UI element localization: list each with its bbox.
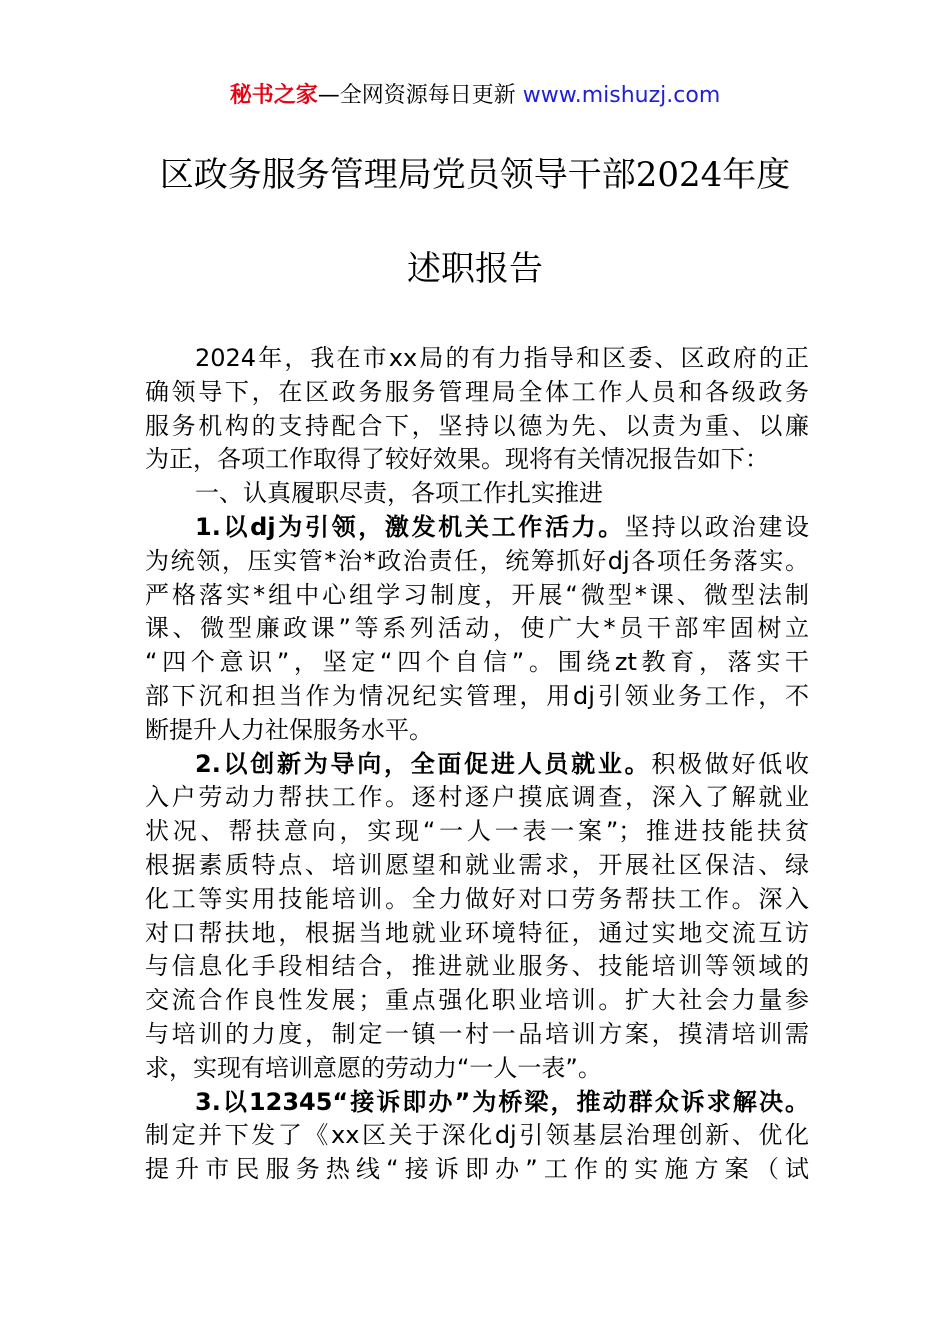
body-text: 与培训的力度，制定一镇一村一品培训方案，摸清培训需 [145,1019,809,1048]
body-line-24 [145,1119,809,1153]
item-heading-3: 3.以12345“接诉即办”为桥梁，推动群众诉求解决。 [195,1087,809,1116]
body-line-11 [145,680,809,714]
document-title-line-2: 述职报告 [407,249,543,289]
body-line-20 [145,984,809,1018]
body-text: 断提升人力社保服务水平。 [145,715,433,744]
site-banner [0,80,950,112]
banner-url-link[interactable]: www.mishuzj.com [522,83,721,108]
body-line-16 [145,849,809,883]
body-line-19 [145,950,809,984]
body-line-15 [145,815,809,849]
body-text: 坚持以政治建设 [624,512,809,541]
body-text: 提升市民服务热线“接诉即办”工作的实施方案（试 [145,1155,809,1184]
body-text: 2024年，我在市xx局的有力指导和区委、区政府的正 [195,344,809,372]
document-title-line-1: 区政务服务管理局党员领导干部2024年度 [159,155,791,195]
body-line-1 [145,342,809,376]
body-line-25 [145,1153,809,1187]
item-heading-2: 2.以创新为导向，全面促进人员就业。 [195,749,652,778]
body-line-7 [145,545,809,579]
body-line-9 [145,612,809,646]
document-body [145,342,809,1187]
body-text: 为正，各项工作取得了较好效果。现将有关情况报告如下： [145,445,769,474]
section-heading-text: 一、认真履职尽责，各项工作扎实推进 [195,479,603,508]
body-text: 积极做好低收 [651,749,809,778]
body-text: 求，实现有培训意愿的劳动力“一人一表”。 [145,1053,602,1082]
body-text: 服务机构的支持配合下，坚持以德为先、以责为重、以廉 [145,411,809,440]
body-text: 状况、帮扶意向，实现“一人一表一案”；推进技能扶贫 [145,817,809,846]
body-text: “四个意识”，坚定“四个自信”。围绕zt教育，落实干 [145,648,809,677]
body-line-13 [145,748,809,782]
section-heading-1 [145,477,809,511]
body-line-23 [145,1086,809,1120]
body-text: 化工等实用技能培训。全力做好对口劳务帮扶工作。深入 [145,884,809,913]
body-line-22 [145,1052,809,1086]
body-text: 制定并下发了《xx区关于深化dj引领基层治理创新、优化 [145,1121,809,1150]
item-heading-1: 1.以dj为引领，激发机关工作活力。 [195,512,625,541]
body-line-12 [145,714,809,748]
banner-brand: 秘书之家 [229,83,318,108]
body-line-18 [145,917,809,951]
body-line-6 [145,511,809,545]
body-text: 入户劳动力帮扶工作。逐村逐户摸底调查，深入了解就业 [145,783,809,812]
body-line-17 [145,883,809,917]
body-text: 对口帮扶地，根据当地就业环境特征，通过实地交流互访 [145,918,809,947]
body-line-10 [145,646,809,680]
body-text: 交流合作良性发展；重点强化职业培训。扩大社会力量参 [145,986,809,1015]
body-line-14 [145,781,809,815]
body-text: 与信息化手段相结合，推进就业服务、技能培训等领域的 [145,952,809,981]
body-text: 确领导下，在区政务服务管理局全体工作人员和各级政务 [145,377,809,406]
body-text: 课、微型廉政课”等系列活动，使广大*员干部牢固树立 [145,614,809,643]
body-line-21 [145,1018,809,1052]
body-line-4 [145,443,809,477]
body-text: 严格落实*组中心组学习制度，开展“微型*课、微型法制 [145,580,809,609]
body-line-3 [145,410,809,444]
body-text: 部下沉和担当作为情况纪实管理，用dj引领业务工作，不 [145,681,809,710]
body-line-8 [145,579,809,613]
body-line-2 [145,376,809,410]
body-text: 为统领，压实管*治*政治责任，统筹抓好dj各项任务落实。 [145,546,809,575]
body-text: 根据素质特点、培训愿望和就业需求，开展社区保洁、绿 [145,850,809,879]
banner-tagline: —全网资源每日更新 [317,83,516,108]
